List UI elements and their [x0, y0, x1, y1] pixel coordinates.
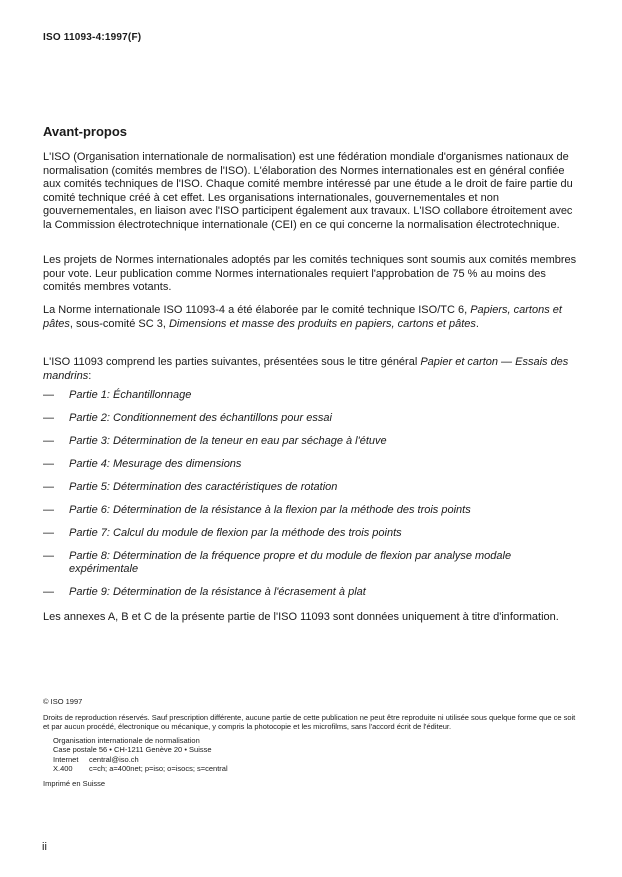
list-dash: — [43, 458, 54, 470]
paragraph-text: Les projets de Normes internationales adoptés par les comités techniques sont soumis aux comités membres pour vote. Leur publication comme Normes internationales requiert l'approbation de 75 % au moins des comités membres votants. [43, 254, 577, 293]
list-item [43, 504, 563, 517]
x400-label: X.400 [53, 764, 73, 773]
list-dash: — [43, 504, 54, 516]
part-label: Partie 9: Détermination de la résistance à l'écrasement à plat [69, 586, 366, 598]
printed-in: Imprimé en Suisse [43, 778, 106, 788]
list-item [43, 435, 563, 448]
list-dash: — [43, 412, 54, 424]
section-title: Avant-propos [43, 124, 128, 139]
paragraph-parts-intro [43, 356, 583, 383]
part-label: Partie 6: Détermination de la résistance à la flexion par la méthode des trois points [69, 504, 471, 516]
paragraph-annexes [43, 611, 583, 625]
paragraph-iso-intro [43, 151, 583, 232]
list-dash: — [43, 389, 54, 401]
list-dash: — [43, 435, 54, 447]
paragraph-text: . [475, 317, 479, 330]
list-item [43, 481, 563, 494]
part-label: Partie 3: Détermination de la teneur en eau par séchage à l'étuve [69, 435, 387, 447]
internet-label: Internet [53, 754, 79, 764]
paragraph-voting [43, 254, 583, 295]
list-dash: — [43, 550, 54, 562]
list-item [43, 527, 563, 540]
x400-row [53, 764, 583, 774]
page-number: ii [42, 841, 47, 853]
part-label: Partie 5: Détermination des caractéristiques de rotation [69, 481, 338, 493]
paragraph-text: : [88, 369, 92, 382]
paragraph-text: Les annexes A, B et C de la présente partie de l'ISO 11093 sont données uniquement à titre d'information. [43, 611, 559, 623]
list-dash: — [43, 586, 54, 598]
list-item [43, 412, 563, 425]
list-item [43, 550, 563, 576]
publisher-address [43, 736, 583, 774]
paragraph-text: L'ISO (Organisation internationale de normalisation) est une fédération mondiale d'organismes nationaux de normalisation (comités membres de l'ISO). L'élaboration des Normes internationales est en général confiée aux comités techniques de l'ISO. Chaque comité membre intéressé par une étude a le droit de faire partie du comité technique créé à cet effet. Les organisations internationales, gouvernementales et non gouvernementales, en liaison avec l'ISO participent également aux travaux. L'ISO collabore étroitement avec la Commission électrotechnique internationale (CEI) en ce qui concerne la normalisation électrotechnique. [43, 151, 573, 231]
list-item [43, 586, 563, 599]
general-title: Papier et carton — Essais des mandrins [43, 356, 569, 382]
parts-list [43, 389, 563, 599]
copyright-footer [43, 697, 583, 788]
committee-title: Papiers, cartons et pâtes [43, 304, 562, 330]
rights-notice: Droits de reproduction réservés. Sauf prescription différente, aucune partie de cette publication ne peut être reproduite ni utilisée sous quelque forme que ce soit et par aucun procédé, électronique ou mécanique, y compris la photocopie et les microfilms, sans l'accord écrit de l'éditeur. [43, 712, 576, 731]
postal-address: Case postale 56 • CH-1211 Genève 20 • Suisse [53, 745, 212, 754]
part-label: Partie 4: Mesurage des dimensions [69, 458, 242, 470]
list-dash: — [43, 527, 54, 539]
x400-address: c=ch; a=400net; p=iso; o=isocs; s=central [89, 764, 228, 773]
subcommittee-title: Dimensions et masse des produits en papiers, cartons et pâtes [168, 317, 476, 330]
paragraph-text: , sous-comité SC 3, [69, 317, 169, 330]
list-item [43, 458, 563, 471]
paragraph-text: L'ISO 11093 comprend les parties suivantes, présentées sous le titre général [43, 356, 421, 368]
list-item [43, 389, 563, 402]
document-id-header: ISO 11093-4:1997(F) [43, 32, 142, 43]
publisher-name: Organisation internationale de normalisation [53, 735, 200, 745]
paragraph-committee [43, 304, 583, 331]
internet-row [53, 755, 583, 765]
part-label: Partie 2: Conditionnement des échantillons pour essai [69, 412, 332, 424]
list-dash: — [43, 481, 54, 493]
paragraph-text: La Norme internationale ISO 11093-4 a été élaborée par le comité technique ISO/TC 6, [43, 304, 471, 316]
copyright-line: © ISO 1997 [43, 697, 83, 706]
part-label: Partie 8: Détermination de la fréquence propre et du module de flexion par analyse modale expérimentale [69, 550, 512, 575]
internet-email: central@iso.ch [89, 754, 139, 764]
part-label: Partie 7: Calcul du module de flexion par la méthode des trois points [69, 527, 402, 539]
part-label: Partie 1: Échantillonnage [69, 389, 192, 401]
